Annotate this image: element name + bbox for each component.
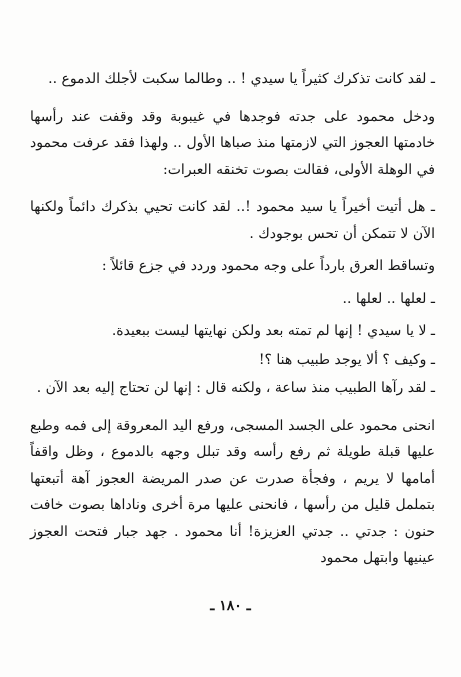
narrative-paragraph-1: ودخل محمود على جدته فوجدها في غيبوبة وقد وقفت عند رأسها خادمتها العجوز التي لازمتها منذ صباها الأول .. ولهذا فقد عرفت محمود في الوهلة الأولى، فقالت بصوت تخنقه العبرات: <box>30 108 435 178</box>
dialogue-line-1: ـ لقد كانت تذكرك كثيراً يا سيدي ! .. وطالما سكبت لأجلك الدموع .. <box>48 71 435 87</box>
narrative-paragraph-2: وتساقط العرق بارداً على وجه محمود وردد في جزع قائلاً : <box>101 258 435 274</box>
dialogue-line-6: ـ لقد رآها الطبيب منذ ساعة ، ولكنه قال : إنها لن تحتاج إليه بعد الآن . <box>36 380 435 396</box>
dialogue-line-3: ـ لعلها .. لعلها .. <box>342 290 435 307</box>
dialogue-line-2: ـ هل أتيت أخيراً يا سيد محمود !.. لقد كانت تحيي بذكرك دائماً ولكنها الآن لا تتمكن أن تحس بوجودك . <box>30 199 435 242</box>
dialogue-line-5: ـ وكيف ؟ ألا يوجد طبيب هنا ؟! <box>258 351 435 368</box>
dialogue-line-4: ـ لا يا سيدي ! إنها لم تمته بعد ولكن نهايتها ليست ببعيدة. <box>111 323 435 339</box>
narrative-paragraph-3: انحنى محمود على الجسد المسجى، ورفع اليد المعروقة إلى فمه وطبع عليها قبلة طويلة ثم رفع رأسه وقد تبلل وجهه بالدموع ، وظل واقفاً أمامها لا يريم ، وفجأة صدرت عن صدر المريضة العجوز آهة أتبعتها بتململ قليل من رأسها ، فانحنى عليها مرة أخرى وناداها بصوت خافت حنون : جدتي .. جدتي العزيزة! أنا محمود . جهد جبار فتحت العجوز عينيها وابتهل محمود <box>30 417 435 566</box>
page-number: ـ ١٨٠ ـ <box>210 598 251 614</box>
page-body-text <box>30 66 435 572</box>
